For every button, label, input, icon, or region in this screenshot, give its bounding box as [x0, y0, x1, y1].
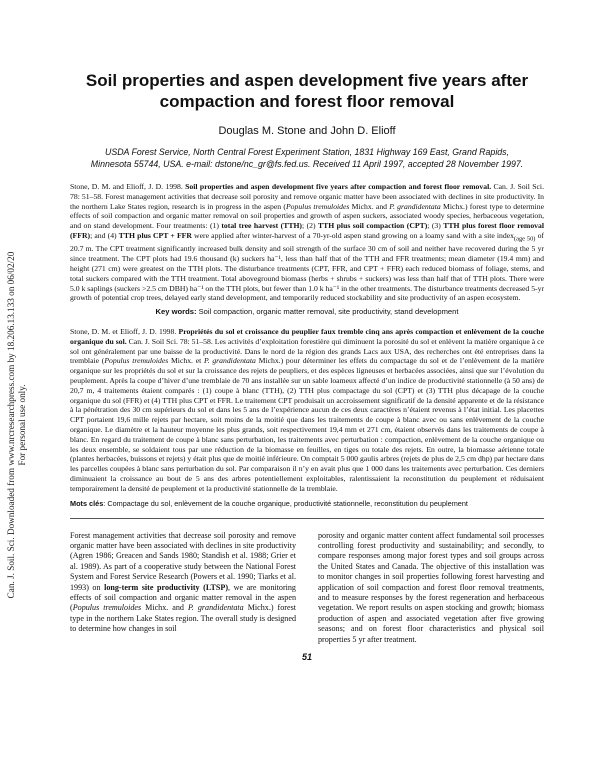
species-name: P. grandidentata [389, 201, 441, 211]
body-text: Forest management activities that decrease soil porosity and remove organic matter have been associated with declines in site productivity (Agren 1986; Greacen and Sands 1980; Standish et al. 1988; Grier et al. 1989). As part of a cooperative study between the National Forest System and Forest Service Research (Powers et al. 1990; Tiarks et al. 1993) on [70, 530, 296, 592]
page-number: 51 [301, 652, 312, 663]
body-columns [70, 531, 544, 645]
species-name: P. grandidentata [187, 603, 244, 613]
body-column-left [70, 531, 296, 645]
french-abstract [70, 327, 544, 494]
citation-lead: Stone, D. M. and Elioff, J. D. 1998. [70, 182, 183, 191]
title-line-1: Soil properties and aspen development five years after [85, 71, 529, 90]
citation-tail: Can. J. Soil Sci. 78: 51–58. [70, 182, 544, 201]
affiliation-line-1: USDA Forest Service, North Central Forest Experiment Station, 1831 Highway 169 East, Grand Rapids, [104, 147, 510, 157]
citation-title: Soil properties and aspen development five years after compaction and forest floor removal. [185, 182, 492, 191]
abstract-text: were applied after winter-harvest of a 70-yr-old aspen stand growing on a loamy sand with a site index [191, 230, 514, 240]
abstract-text: Forest management activities that decrease soil porosity and remove organic matter have been associated with declines in site productivity. In the northern Lake States region, research is in progress in the aspen ( [70, 191, 544, 211]
author-list: Douglas M. Stone and John D. Elioff [218, 125, 396, 137]
mots-cles-text: : Compactage du sol, enlèvement de la couche organique, productivité stationnelle, reconstitution du peuplement [103, 498, 468, 508]
abstract-text: ; and (4) [90, 230, 119, 240]
title-line-2: compaction and forest floor removal [159, 92, 455, 111]
abstract-text: ; (3) [427, 221, 444, 231]
abstract-text: Michx. and [349, 201, 390, 211]
species-name: Populus tremuloides [285, 201, 350, 211]
section-divider [70, 518, 544, 519]
resume-text: Michx. et [168, 356, 204, 366]
treatment-name: TTH plus CPT + FFR [118, 230, 192, 240]
ltsp-term: long-term site productivity (LTSP) [104, 582, 229, 592]
species-name: Populus tremuloides [104, 356, 169, 366]
body-column-right: porosity and organic matter content affect fundamental soil processes controlling forest productivity and sustainability; and secondly, to compare responses among major forest types and soil groups across the United States and Canada. The objective of this installation was to monitor changes in soil properties following forest harvesting and application of soil compaction and forest floor removal treatments, and to measure responses by the forest regeneration and herbaceous vegetation. We report results on aspen stocking and growth; biomass production of aspen and associated vegetation after five growing seasons; and on forest floor characteristics and physical soil properties 5 yr after treatment. [318, 530, 544, 644]
body-text: Michx.) forest type in the northern Lake States region. The overall study is designed to determine how changes in soil [70, 603, 296, 634]
abstract-text: Michx.) forest type to determine effects of soil compaction and organic matter removal on soil properties and growth of aspen suckers, associated woody species, herbaceous vegetation, and on stand development. Four treatments: (1) [70, 201, 545, 231]
download-watermark [2, 190, 32, 660]
keywords [70, 307, 544, 316]
site-index-subscript: (age 50) [514, 235, 536, 243]
mots-cles-label: Mots clés [70, 498, 104, 508]
treatment-name: TTH plus forest floor removal (FFR) [70, 221, 544, 240]
body-text: , we are monitoring effects of soil compaction and organic matter removal in the aspen ( [70, 582, 296, 613]
keywords-label: Key words: [155, 307, 197, 317]
article-title [70, 70, 544, 112]
article-page [70, 70, 544, 662]
resume-text: Michx.) pour déterminer les effets du compactage du sol et de l’enlèvement de la matière organique sur les propriétés du sol et sur la croissance des rejets de peupliers, et des espèces ligneuses et herbacées associées, ainsi que sur l’évolution du peuplement. Après la coupe d’hiver d’une tremblaie de 70 ans installée sur un sable loameux affecté d’un indice de productivité stationnelle (à 50 ans) de 20,7 m, 4 traitements étaient comparés : (1) coupe à blanc (TTH), (2) TTH plus compactage du sol (CPT) et (3) TTH plus décapage de la couche organique du sol (FFR) et (4) TTH plus CPT et FFR. Le traitement CPT produisait un accroissement significatif de la densité apparente et de la résistance à la pénétration des 30 cm supérieurs du sol et dans les 5 ans de l’expérience aucun de ces deux caractères n’étaient revenus à l’état initial. Les placettes CPT portaient 19,6 mille rejets par hectare, soit moins de la moitié que dans les traitements de coupe à blanc avec ou sans enlèvement de la couche organique. Le diamètre et la hauteur moyenne les plus grands, soit respectivement 19,4 mm et 271 cm, étaient observés dans les traitements de coupe à blanc. En regard du traitement de coupe à blanc sans perturbation, les traitements avec perturbation : compaction, enlèvement de la couche organique ou les deux ensemble, se soldaient tous par une réduction de la biomasse en feuilles, en tiges ou totale des rejets. En outre, la biomasse aérienne totale (plantes herbacées, buissons et rejets) y était plus que de moitié inférieure. On comptait 5 000 gaulis arbres (rejets de plus de 2,5 cm dhp) par hectare dans les parcelles coupées à blanc sans perturbation du sol. Par comparaison il n’y en avait plus que 1 000 dans les traitements avec perturbation. Ces derniers diminuaient la croissance au bout de 5 ans des arbres potentiellement exploitables, ralentissaient la reconstitution du peuplement et réduisaient temporairement la densité de peuplement et la productivité stationnelle de la tremblaie. [70, 356, 544, 493]
resume-citation-tail: Can. J. Soil Sci. 78: 51–58. [128, 336, 213, 346]
affiliation [70, 146, 544, 170]
resume-citation-lead: Stone, D. M. et Elioff, J. D. 1998. [70, 327, 177, 337]
abstract-text: of 20.7 m. The CPT treatment significantly increased bulk density and soil strength of the surface 30 cm of soil and neither have recovered during the 5 yr since treatment. The CPT plots had 19.6 thousand (k) suckers ha⁻¹, less than half that of the TTH and FFR treatments; mean diameter (19.4 mm) and height (271 cm) were greatest on the TTH plots. The disturbance treatments (CPT, FFR, and CPT + FFR) each reduced biomass of foliage, stems, and total suckers compared with the TTH treatment. Total aboveground biomass (herbs + shrubs + suckers) was less than half that of TTH plots. There were 5.0 k saplings (suckers >2.5 cm DBH) ha⁻¹ on the TTH plots, but fewer than 1.0 k ha⁻¹ in the other treatments. The disturbance treatments decreased 5-yr growth of potential crop trees, delayed early stand development, and temporarily reduced stockability and site productivity of an aspen ecosystem. [70, 230, 544, 303]
species-name: Populus tremuloides [72, 603, 142, 613]
english-abstract [70, 182, 544, 303]
keywords-text: Soil compaction, organic matter removal, site productivity, stand development [196, 307, 459, 317]
treatment-name: TTH plus soil compaction (CPT) [317, 221, 428, 231]
treatment-name: total tree harvest (TTH) [221, 221, 302, 231]
mots-cles [70, 499, 544, 508]
species-name: P. grandidentata [203, 356, 256, 366]
resume-text: Les activités d’exploitation forestière qui diminuent la porosité du sol et enlèvent la matière organique à ce sol ont généralement par une baisse de la productivité. Dans le nord de la région des grands Lacs aux USA, des recherches ont été entreprises dans la tremblaie ( [70, 336, 545, 366]
affiliation-line-2: Minnesota 55744, USA. e-mail: dstone/nc_gr@fs.fed.us. Received 11 April 1997, accepted 28 November 1997. [90, 159, 524, 169]
abstract-text: ; (2) [302, 221, 318, 231]
download-note-line: Can. J. Soil. Sci. Downloaded from www.nrcresearchpress.com by 18.206.13.133 on 06/02/20 [6, 251, 16, 599]
body-text: Michx. and [141, 603, 188, 613]
personal-use-note: For personal use only. [17, 384, 27, 466]
resume-citation-title: Propriétés du sol et croissance du peuplier faux tremble cinq ans après compaction et enlèvement de la couche organique du sol. [70, 327, 544, 346]
